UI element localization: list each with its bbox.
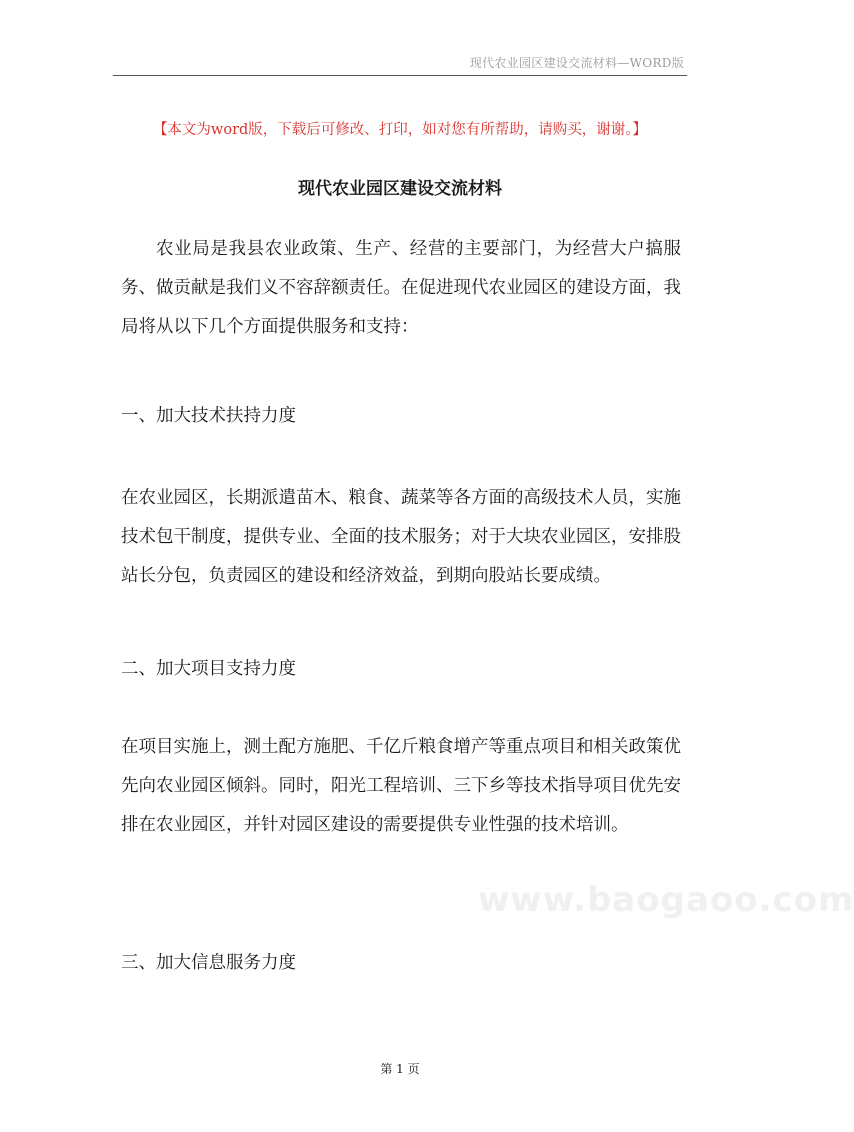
- section-heading-2: 二、加大项目支持力度: [121, 659, 296, 679]
- header-rule: [113, 75, 687, 76]
- section-heading-1: 一、加大技术扶持力度: [121, 406, 296, 426]
- watermark: www.baogaoo.com: [478, 880, 854, 920]
- section-paragraph-2: 在项目实施上，测土配方施肥、千亿斤粮食增产等重点项目和相关政策优先向农业园区倾斜。同时，阳光工程培训、三下乡等技术指导项目优先安排在农业园区，并针对园区建设的需要提供专业性强的技术培训。: [121, 737, 681, 835]
- section-heading-3: 三、加大信息服务力度: [121, 953, 296, 973]
- document-title: 现代农业园区建设交流材料: [298, 179, 502, 199]
- section-paragraph-1: 在农业园区，长期派遣苗木、粮食、蔬菜等各方面的高级技术人员，实施技术包干制度，提供专业、全面的技术服务；对于大块农业园区，安排股站长分包，负责园区的建设和经济效益，到期向股站长要成绩。: [121, 488, 681, 586]
- running-header: 现代农业园区建设交流材料—WORD版: [469, 56, 684, 70]
- purchase-notice: 【本文为word版，下载后可修改、打印，如对您有所帮助，请购买，谢谢。】: [152, 122, 648, 138]
- page-number: 第 1 页: [380, 1062, 420, 1076]
- intro-paragraph: 农业局是我县农业政策、生产、经营的主要部门，为经营大户搞服务、做贡献是我们义不容辞额责任。在促进现代农业园区的建设方面，我局将从以下几个方面提供服务和支持：: [121, 239, 681, 337]
